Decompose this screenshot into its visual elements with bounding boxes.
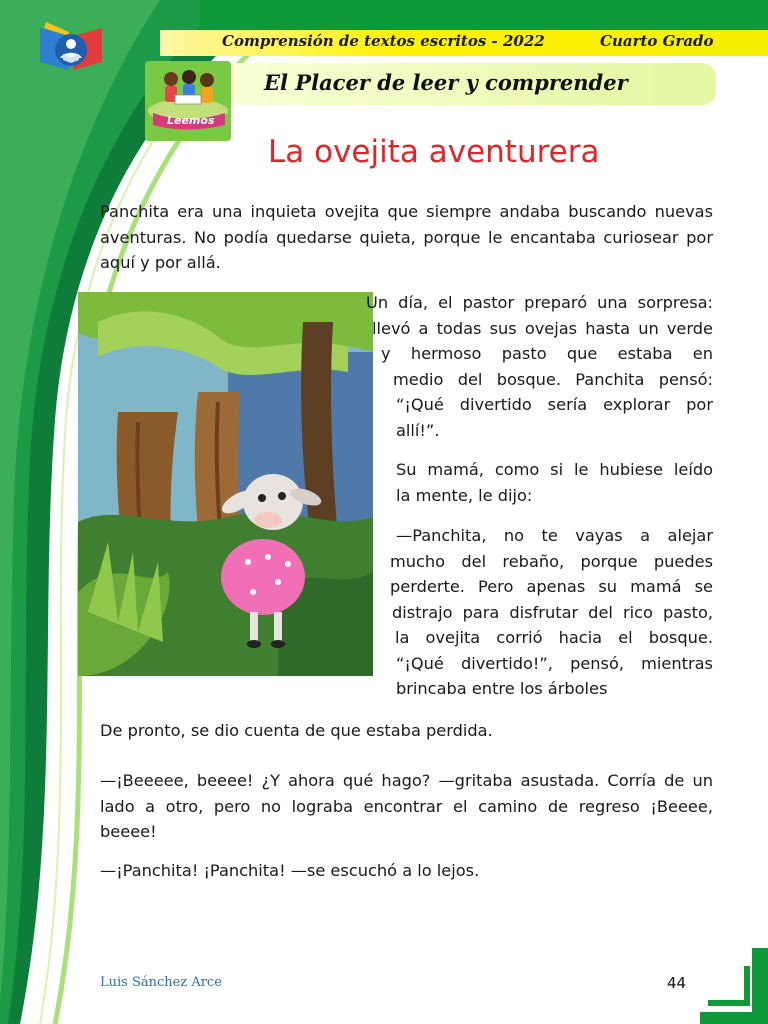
reading-book-logo-icon (36, 14, 106, 74)
leemos-label: Leemos (167, 114, 215, 127)
corner-decoration (700, 948, 768, 1024)
forest-sheep-illustration (78, 292, 373, 676)
paragraph-intro: Panchita era una inquieta ovejita que siempre andaba buscando nuevas aventuras. No podía quedarse quieta, porque le encantaba curiosear por aquí y por allá. (100, 202, 713, 272)
paragraph-2-line: llevó a todas sus ovejas hasta un verde (372, 318, 713, 338)
page-number: 44 (667, 974, 687, 992)
paragraph-4-line: distrajo para disfrutar del rico pasto, (392, 602, 713, 622)
paragraph-2-line: y hermoso pasto que estaba en (381, 344, 713, 363)
paragraph-5: De pronto, se dio cuenta de que estaba perdida. (100, 721, 493, 740)
header-course-title: Comprensión de textos escritos - 2022 (222, 32, 545, 50)
story-title: La ovejita aventurera (268, 134, 600, 170)
paragraph-2-line: allí!”. (396, 420, 440, 440)
paragraph-4-line: mucho del rebaño, porque puedes (390, 551, 713, 571)
header-green-bar (200, 0, 768, 30)
paragraph-3-line: Su mamá, como si le hubiese leído (396, 460, 713, 479)
paragraph-6: —¡Beeeee, beeee! ¿Y ahora qué hago? —gritaba asustada. Corría de un lado a otro, pero no lograba encontrar el camino de regreso ¡Beeee, beeee! (100, 771, 713, 841)
paragraph-4-line: “¡Qué divertido!”, pensó, mientras (396, 653, 713, 673)
section-title: El Placer de leer y comprender (264, 70, 628, 95)
paragraph-2-line: medio del bosque. Panchita pensó: (393, 369, 713, 389)
footer-author: Luis Sánchez Arce (100, 975, 222, 990)
paragraph-2-line: Un día, el pastor preparó una sorpresa: (366, 293, 713, 312)
paragraph-7: —¡Panchita! ¡Panchita! —se escuchó a lo lejos. (100, 861, 480, 880)
leemos-badge (145, 61, 231, 141)
header-grade: Cuarto Grado (600, 32, 714, 50)
paragraph-4-line: perderte. Pero apenas su mamá se (390, 577, 713, 596)
paragraph-3-line: la mente, le dijo: (396, 485, 533, 505)
paragraph-4-line: brincaba entre los árboles (396, 679, 608, 698)
paragraph-4-line: la ovejita corrió hacia el bosque. (395, 628, 713, 647)
children-reading-icon (145, 61, 231, 141)
paragraph-4-line: —Panchita, no te vayas a alejar (396, 526, 713, 545)
paragraph-2-line: “¡Qué divertido sería explorar por (396, 395, 713, 414)
